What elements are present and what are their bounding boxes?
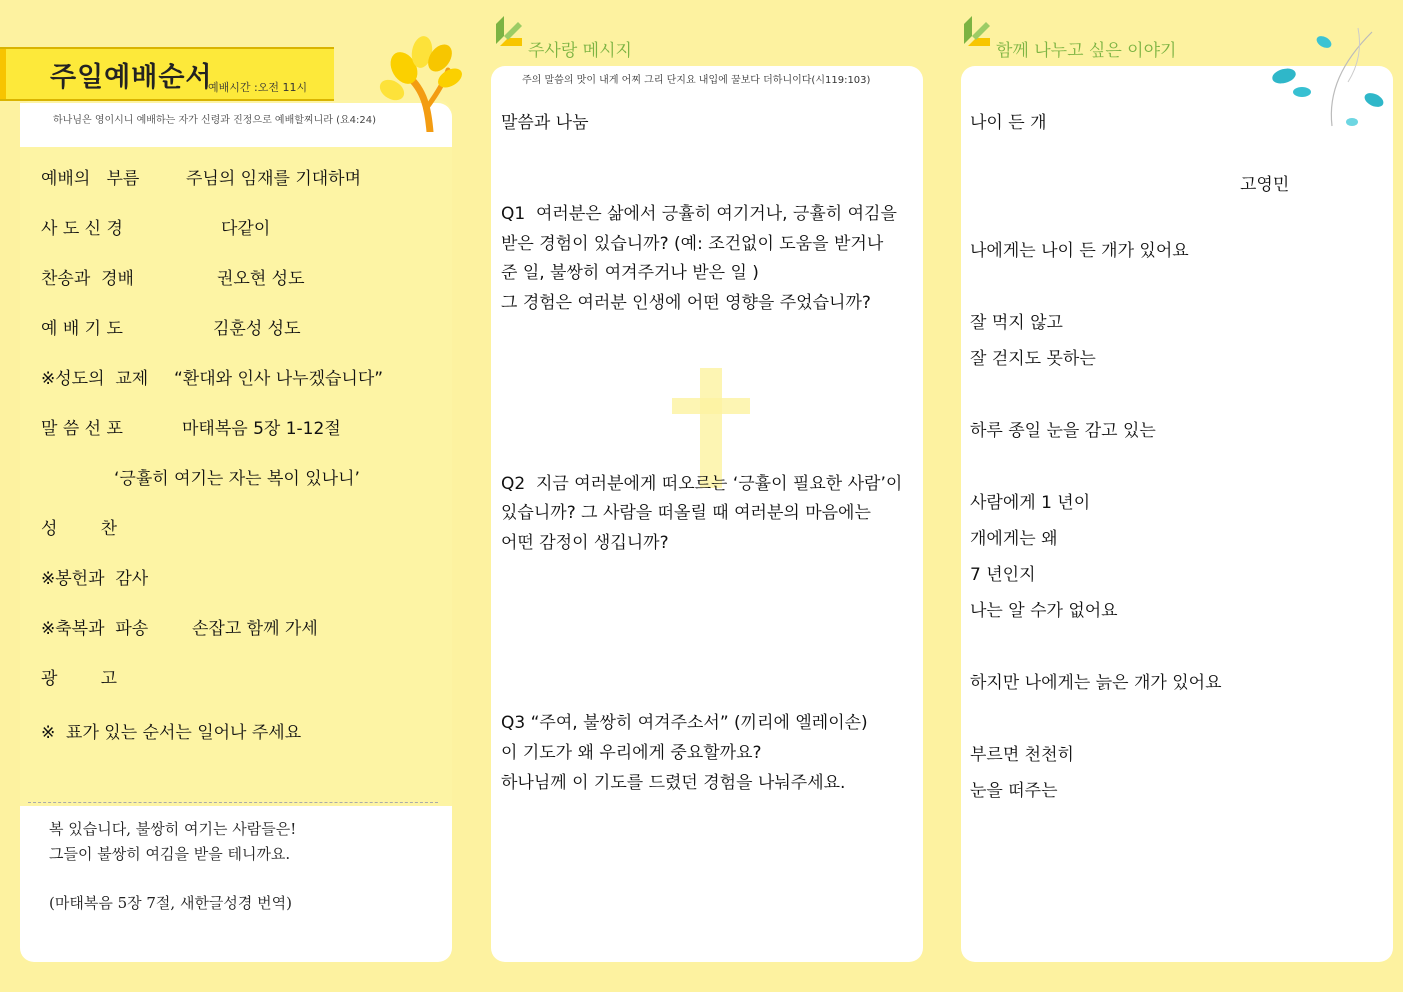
order-label: ※봉헌과 감사 [41, 569, 149, 589]
q1-line: Q1 여러분은 삶에서 긍휼히 여기거나, 긍휼히 여김을 [501, 204, 897, 224]
divider [28, 802, 438, 803]
flourish-icon [1262, 22, 1392, 128]
order-value: 권오현 성도 [217, 269, 305, 289]
order-value: ‘긍휼히 여기는 자는 복이 있나니’ [114, 469, 360, 489]
q2-line: Q2 지금 여러분에게 떠오르는 ‘긍휼이 필요한 사람’이 [501, 474, 903, 494]
order-label: 찬송과 경배 [41, 269, 134, 289]
order-note: ※ 표가 있는 순서는 일어나 주세요 [41, 723, 302, 743]
poem-line: 7 년인지 [970, 565, 1036, 585]
order-value: “환대와 인사 나누겠습니다” [174, 369, 384, 389]
verse-line: 복 있습니다, 불쌍히 여기는 사람들은! [49, 820, 297, 838]
q1-line: 그 경험은 여러분 인생에 어떤 영향을 주었습니까? [501, 293, 871, 313]
story-panel [961, 66, 1393, 962]
q1-line: 준 일, 불쌍히 여겨주거나 받은 일 ) [501, 263, 759, 283]
poem-line: 잘 먹지 않고 [970, 313, 1063, 333]
poem-line: 개에게는 왜 [970, 529, 1058, 549]
message-heading: 주사랑 메시지 [528, 41, 632, 61]
worship-subtitle: 하나님은 영이시니 예배하는 자가 신령과 진정으로 예배할찌니라 (요4:24) [53, 115, 376, 126]
arrow-icon [492, 14, 526, 48]
message-sub: 주의 말씀의 맛이 내게 어찌 그리 단지요 내입에 꿀보다 더하니이다(시119:103) [522, 75, 871, 86]
verse-source: (마태복음 5장 7절, 새한글성경 번역) [49, 894, 293, 912]
verse-line: 그들이 불쌍히 여김을 받을 테니까요. [49, 845, 291, 863]
worship-title: 주일예배순서 [50, 62, 213, 93]
worship-time: 예배시간 :오전 11시 [208, 81, 308, 94]
order-value: 손잡고 함께 가세 [192, 619, 318, 639]
poem-line: 눈을 떠주는 [970, 781, 1058, 801]
poem-title: 나이 든 개 [970, 113, 1047, 133]
order-label: 예 배 기 도 [41, 319, 123, 339]
order-label: 사 도 신 경 [41, 219, 123, 239]
poem-line: 하루 종일 눈을 감고 있는 [970, 421, 1156, 441]
order-label: ※축복과 파송 [41, 619, 149, 639]
q2-line: 어떤 감정이 생깁니까? [501, 533, 669, 553]
order-label: ※성도의 교제 [41, 369, 149, 389]
story-heading: 함께 나누고 싶은 이야기 [996, 41, 1177, 61]
order-value: 다같이 [221, 219, 271, 239]
cross-bar [672, 398, 750, 414]
order-value: 주님의 임재를 기대하며 [186, 169, 362, 189]
q2-line: 있습니까? 그 사람을 떠올릴 때 여러분의 마음에는 [501, 503, 871, 523]
order-value: 마태복음 5장 1-12절 [182, 419, 341, 439]
poem-line: 사람에게 1 년이 [970, 493, 1091, 513]
tree-icon [378, 28, 462, 132]
poem-line: 나에게는 나이 든 개가 있어요 [970, 241, 1189, 261]
poem-line: 하지만 나에게는 늙은 개가 있어요 [970, 673, 1222, 693]
q1-line: 받은 경험이 있습니까? (예: 조건없이 도움을 받거나 [501, 234, 884, 254]
worship-title-bar [0, 47, 334, 101]
poem-line: 잘 걷지도 못하는 [970, 349, 1096, 369]
order-label: 광 고 [41, 669, 118, 689]
q3-line: 하나님께 이 기도를 드렸던 경험을 나눠주세요. [501, 773, 846, 793]
section-title: 말씀과 나눔 [501, 113, 589, 133]
poem-author: 고영민 [1240, 175, 1290, 195]
arrow-icon [960, 14, 994, 48]
q3-line: 이 기도가 왜 우리에게 중요할까요? [501, 743, 762, 763]
poem-line: 부르면 천천히 [970, 745, 1074, 765]
order-label: 성 찬 [41, 519, 118, 539]
order-label: 예배의 부름 [41, 169, 140, 189]
order-value: 김훈성 성도 [213, 319, 301, 339]
order-label: 말 씀 선 포 [41, 419, 123, 439]
poem-line: 나는 알 수가 없어요 [970, 601, 1118, 621]
q3-line: Q3 “주여, 불쌍히 여겨주소서” (끼리에 엘레이손) [501, 713, 868, 733]
